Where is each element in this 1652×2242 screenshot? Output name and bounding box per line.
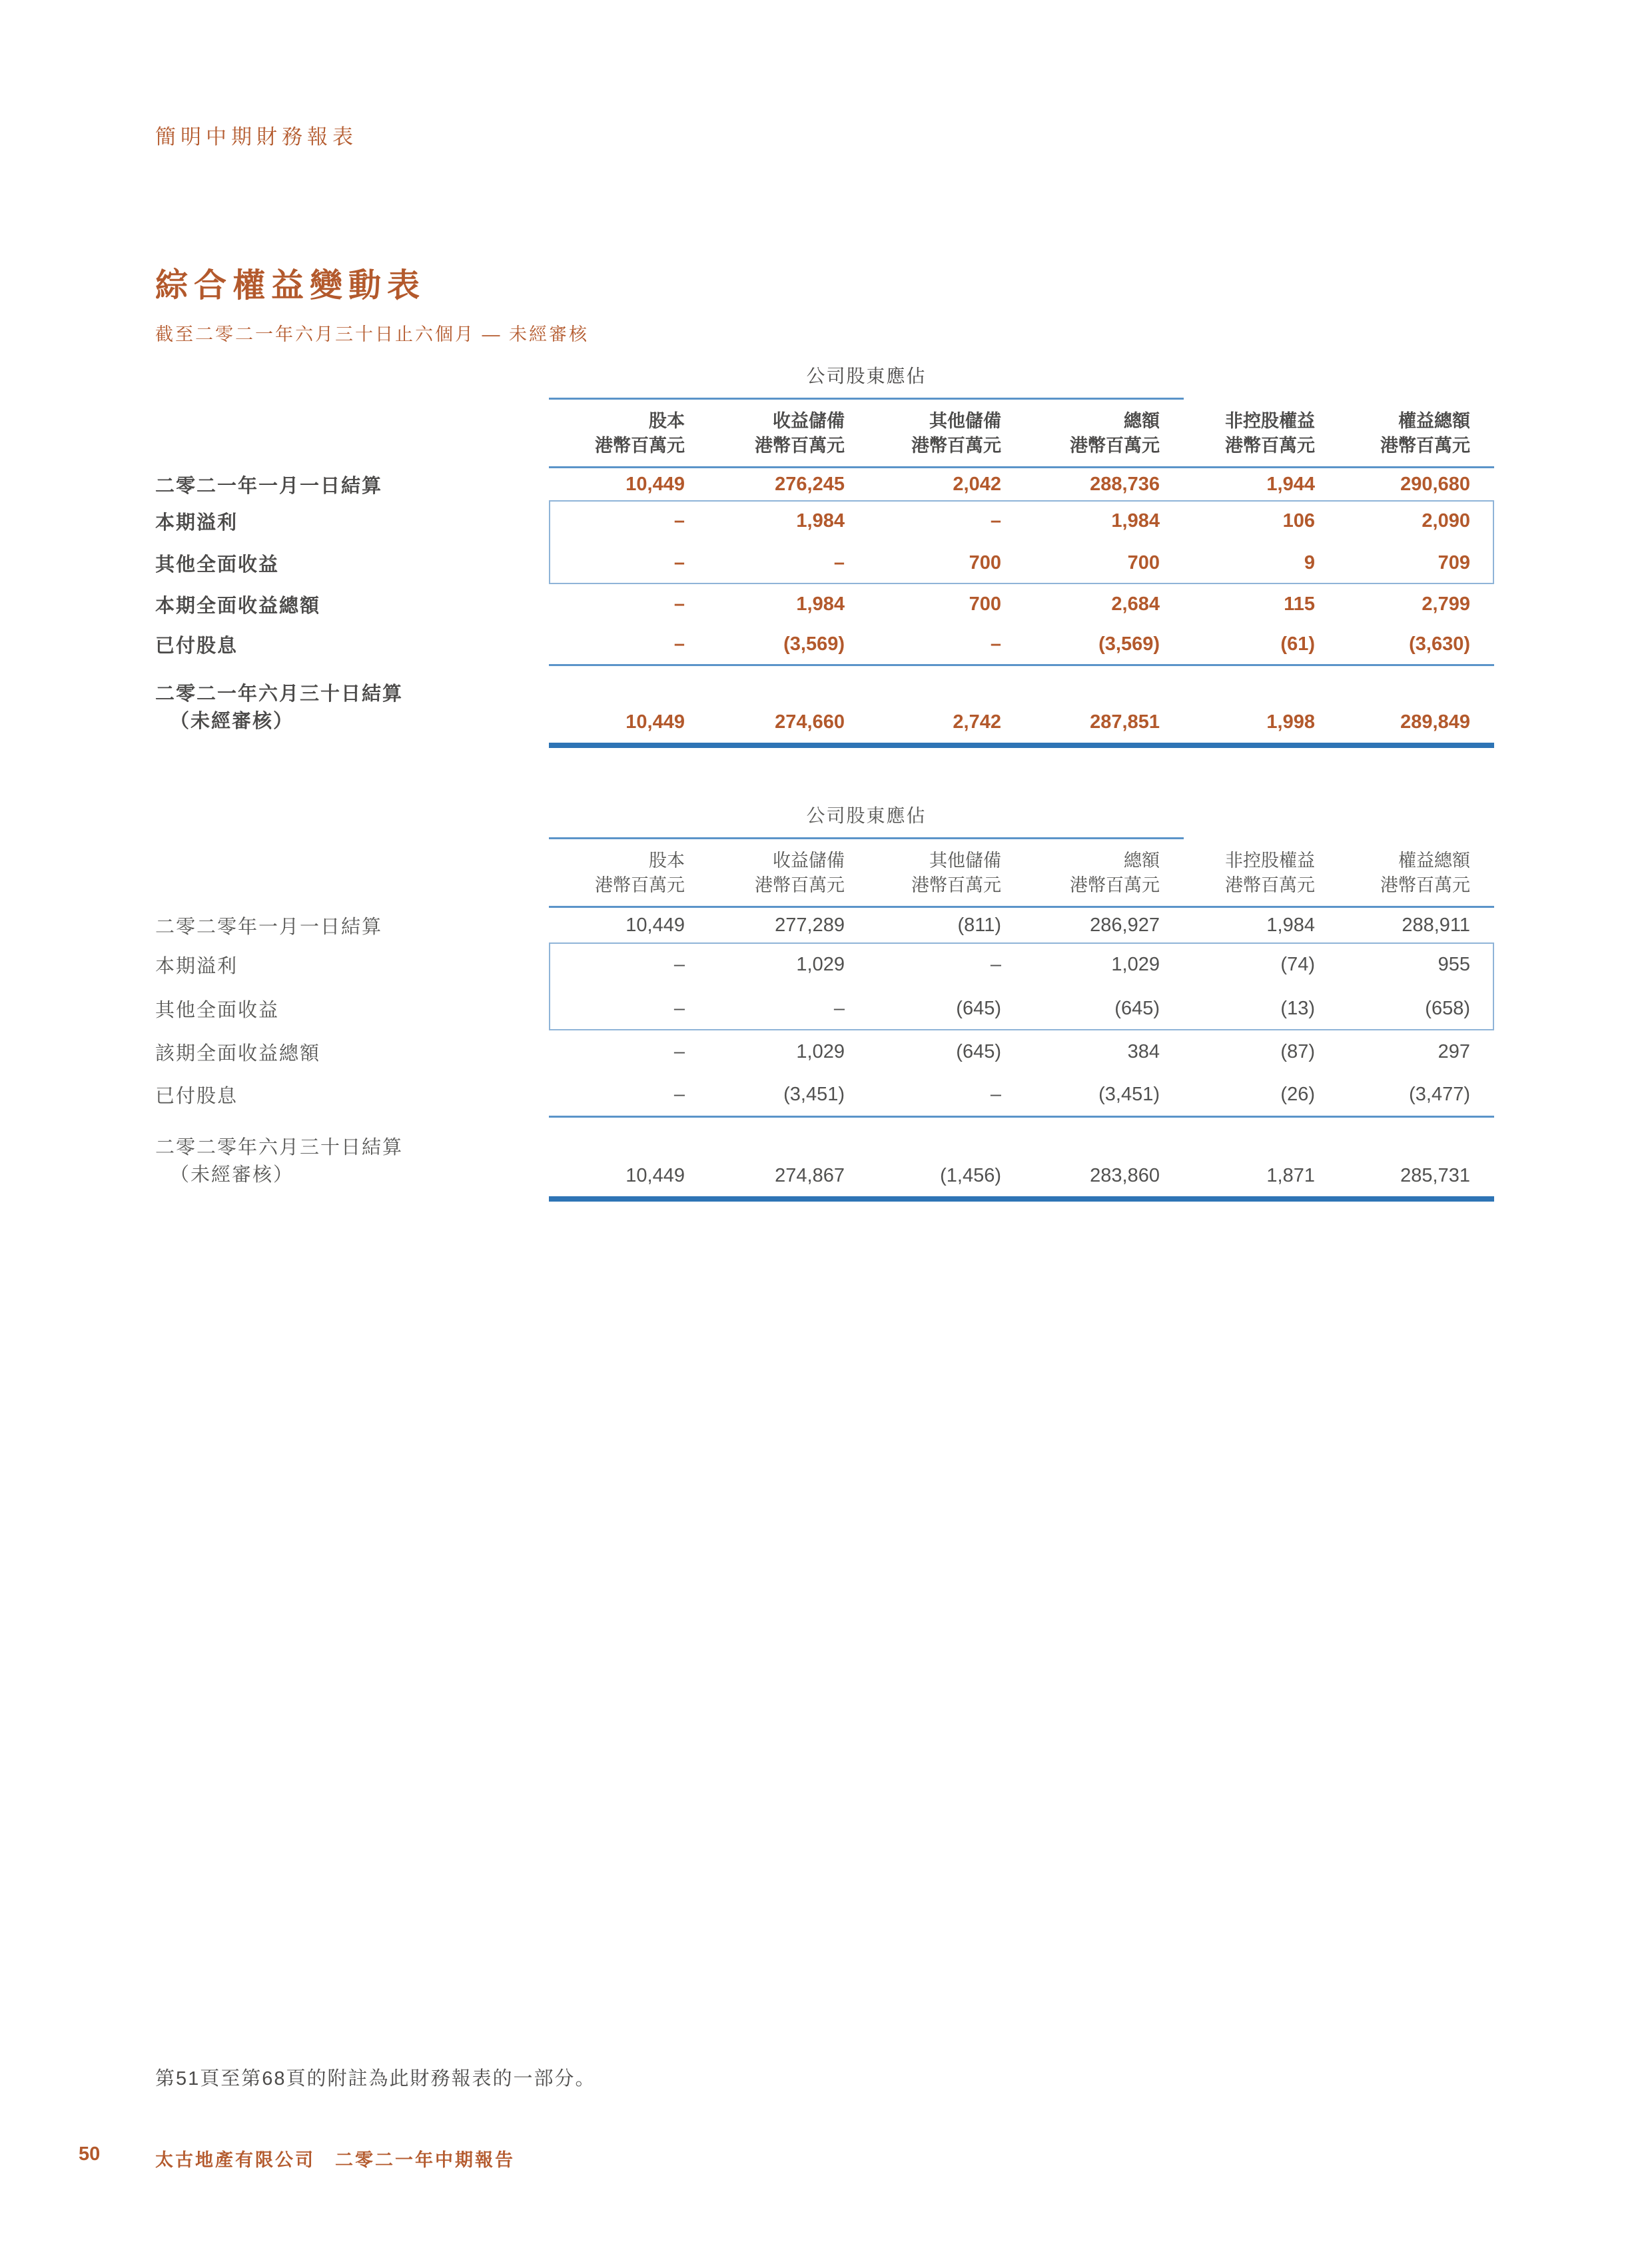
cell-value: – (990, 633, 1001, 655)
cell-value: – (673, 552, 685, 573)
cell-value: – (673, 510, 685, 532)
page-subtitle: 截至二零二一年六月三十日止六個月 — 未經審核 (155, 324, 590, 344)
cell-value: 2,742 (953, 711, 1001, 733)
cell-value: 277,289 (775, 914, 845, 936)
cell-value: 290,680 (1400, 473, 1470, 495)
unit-label: 港幣百萬元 (911, 436, 1001, 456)
footnote: 第51頁至第68頁的附註為此財務報表的一部分。 (155, 2068, 596, 2089)
cell-value: 700 (969, 593, 1001, 615)
cell-value: 287,851 (1090, 711, 1160, 733)
cell-value: 274,660 (775, 711, 845, 733)
cell-value: 10,449 (625, 1165, 685, 1186)
cell-value: (3,451) (1098, 1083, 1160, 1105)
row-label-line2: （未經審核） (170, 1164, 294, 1186)
column-header-total: 總額 港幣百萬元 (1001, 409, 1160, 458)
report-footer: 太古地產有限公司 二零二一年中期報告 (155, 2150, 515, 2170)
column-header-other-reserves: 其他儲備 港幣百萬元 (845, 849, 1001, 898)
cell-value: 1,984 (1111, 510, 1160, 532)
cell-value: (13) (1280, 997, 1315, 1019)
cell-value: (26) (1280, 1083, 1315, 1105)
cell-value: – (990, 953, 1001, 975)
cell-value: 288,911 (1402, 914, 1470, 936)
cell-value: 384 (1127, 1040, 1160, 1062)
cell-value: 1,029 (796, 953, 845, 975)
cell-value: – (673, 953, 685, 975)
cell-value: (3,569) (1098, 633, 1160, 655)
cell-value: – (673, 1040, 685, 1062)
closing-rule (549, 1196, 1494, 1202)
unit-label: 港幣百萬元 (1225, 875, 1315, 895)
cell-value: 10,449 (625, 711, 685, 733)
table-row: 二零二零年一月一日結算 10,449 277,289 (811) 286,927 1,984 288,911 (155, 914, 1470, 938)
table-row: 本期溢利 – 1,029 – 1,029 (74) 955 (155, 953, 1470, 977)
span-header-rule (549, 837, 1184, 839)
table-row: 該期全面收益總額 – 1,029 (645) 384 (87) 297 (155, 1040, 1470, 1064)
row-label-line1: 二零二一年六月三十日結算 (155, 683, 404, 705)
cell-value: 115 (1284, 593, 1315, 615)
cell-value: 286,927 (1090, 914, 1160, 936)
cell-value: (3,477) (1409, 1083, 1470, 1105)
cell-value: (3,451) (783, 1083, 845, 1105)
row-label-line1: 二零二零年六月三十日結算 (155, 1137, 404, 1158)
cell-value: – (673, 593, 685, 615)
column-header-non-controlling: 非控股權益 港幣百萬元 (1160, 849, 1315, 898)
cell-value: – (833, 997, 845, 1019)
cell-value: (645) (956, 997, 1001, 1019)
table-body (155, 908, 1494, 1202)
closing-rule (549, 743, 1494, 748)
highlight-box (549, 942, 1494, 1030)
span-column-header: 公司股東應佔 (806, 365, 927, 386)
cell-value: (61) (1280, 633, 1315, 655)
cell-value: (811) (957, 914, 1001, 936)
table-row: 二零二一年一月一日結算 10,449 276,245 2,042 288,736 1,944 290,680 (155, 473, 1470, 497)
cell-value: 276,245 (775, 473, 845, 495)
cell-value: 700 (969, 552, 1001, 573)
document-section-header: 簡明中期財務報表 (155, 125, 358, 149)
table-row-closing-balance (155, 1118, 1494, 1196)
span-header-rule (549, 398, 1184, 400)
cell-value: 1,029 (796, 1040, 845, 1062)
table-row-closing-balance (155, 666, 1494, 743)
cell-value: 700 (1127, 552, 1160, 573)
unit-label: 港幣百萬元 (1070, 436, 1160, 456)
column-header-revenue-reserve: 收益儲備 港幣百萬元 (685, 409, 845, 458)
cell-value: 955 (1438, 953, 1470, 975)
equity-table-2021 (155, 360, 1494, 748)
cell-value: 1,984 (796, 593, 845, 615)
cell-value: (87) (1280, 1040, 1315, 1062)
column-header-revenue-reserve: 收益儲備 港幣百萬元 (685, 849, 845, 898)
unit-label: 港幣百萬元 (755, 436, 845, 456)
cell-value: 10,449 (625, 914, 685, 936)
cell-value: – (990, 510, 1001, 532)
unit-label: 港幣百萬元 (911, 875, 1001, 895)
cell-value: (645) (956, 1040, 1001, 1062)
column-header-share-capital: 股本 港幣百萬元 (549, 409, 685, 458)
table-row: 本期溢利 – 1,984 – 1,984 106 2,090 (155, 510, 1470, 534)
cell-value: 2,090 (1422, 510, 1470, 532)
cell-value: 1,871 (1266, 1165, 1315, 1186)
cell-value: 1,984 (796, 510, 845, 532)
unit-label: 港幣百萬元 (755, 875, 845, 895)
column-header-total: 總額 港幣百萬元 (1001, 849, 1160, 898)
table-row: 本期全面收益總額 – 1,984 700 2,684 115 2,799 (155, 593, 1470, 617)
column-header-share-capital: 股本 港幣百萬元 (549, 849, 685, 898)
cell-value: 1,998 (1266, 711, 1315, 733)
cell-value: 2,684 (1111, 593, 1160, 615)
cell-value: 289,849 (1400, 711, 1470, 733)
equity-table-2020 (155, 799, 1494, 1202)
cell-value: – (833, 552, 845, 573)
cell-value: 288,736 (1090, 473, 1160, 495)
cell-value: (658) (1425, 997, 1470, 1019)
unit-label: 港幣百萬元 (595, 436, 685, 456)
column-header-non-controlling: 非控股權益 港幣百萬元 (1160, 409, 1315, 458)
column-header-total-equity: 權益總額 港幣百萬元 (1315, 849, 1470, 898)
unit-label: 港幣百萬元 (595, 875, 685, 895)
column-headers (155, 409, 1494, 458)
cell-value: (74) (1280, 953, 1315, 975)
cell-value: 10,449 (625, 473, 685, 495)
cell-value: 2,799 (1422, 593, 1470, 615)
table-row: 其他全面收益 – – (645) (645) (13) (658) (155, 997, 1470, 1021)
cell-value: 2,042 (953, 473, 1001, 495)
table-row: 已付股息 – (3,451) – (3,451) (26) (3,477) (155, 1083, 1470, 1107)
table-row: 其他全面收益 – – 700 700 9 709 (155, 552, 1470, 575)
cell-value: (645) (1114, 997, 1160, 1019)
cell-value: – (673, 633, 685, 655)
unit-label: 港幣百萬元 (1380, 436, 1470, 456)
cell-value: 1,944 (1266, 473, 1315, 495)
cell-value: – (673, 997, 685, 1019)
table-row: 已付股息 – (3,569) – (3,569) (61) (3,630) (155, 633, 1470, 657)
column-header-other-reserves: 其他儲備 港幣百萬元 (845, 409, 1001, 458)
cell-value: (3,569) (783, 633, 845, 655)
cell-value: 297 (1438, 1040, 1470, 1062)
cell-value: 1,984 (1266, 914, 1315, 936)
table-body (155, 468, 1494, 748)
unit-label: 港幣百萬元 (1380, 875, 1470, 895)
cell-value: 274,867 (775, 1165, 845, 1186)
cell-value: 285,731 (1400, 1165, 1470, 1186)
cell-value: 9 (1304, 552, 1315, 573)
cell-value: – (990, 1083, 1001, 1105)
highlight-box (549, 500, 1494, 584)
cell-value: 1,029 (1111, 953, 1160, 975)
cell-value: 106 (1282, 510, 1315, 532)
unit-label: 港幣百萬元 (1225, 436, 1315, 456)
column-headers (155, 849, 1494, 898)
cell-value: (1,456) (940, 1165, 1001, 1186)
row-label-line2: （未經審核） (170, 711, 294, 732)
span-column-header: 公司股東應佔 (806, 805, 927, 826)
cell-value: – (673, 1083, 685, 1105)
cell-value: 709 (1438, 552, 1470, 573)
page-number: 50 (79, 2143, 101, 2165)
page-title: 綜合權益變動表 (155, 268, 426, 304)
cell-value: 283,860 (1090, 1165, 1160, 1186)
unit-label: 港幣百萬元 (1070, 875, 1160, 895)
cell-value: (3,630) (1409, 633, 1470, 655)
column-header-total-equity: 權益總額 港幣百萬元 (1315, 409, 1470, 458)
